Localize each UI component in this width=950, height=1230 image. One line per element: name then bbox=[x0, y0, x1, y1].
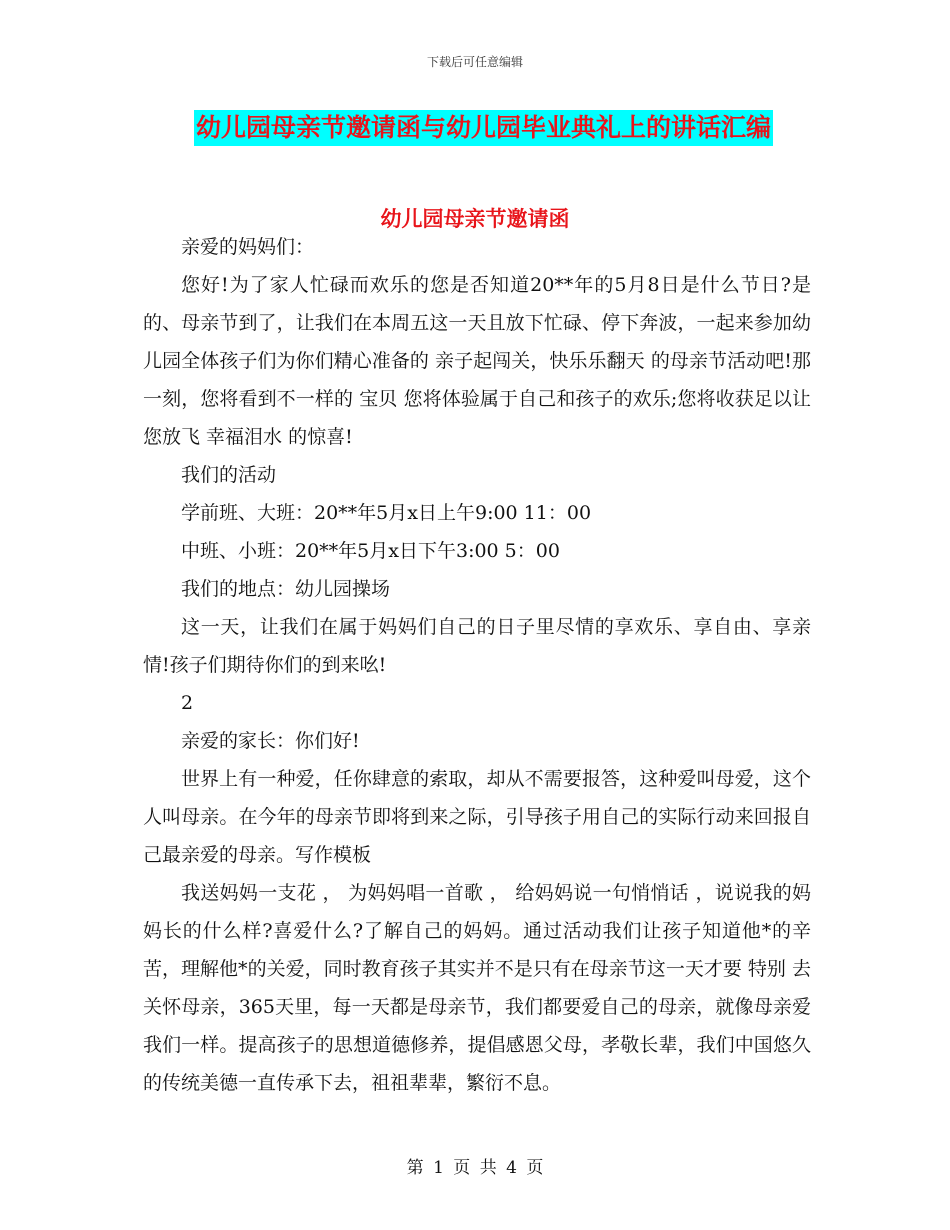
mother-love-paragraph: 世界上有一种爱，任你肆意的索取，却从不需要报答，这种爱叫母爱，这个人叫母亲。在今年的母亲节即将到来之际，引导孩子用自己的实际行动来回报自己最亲爱的母亲。写作模板 bbox=[143, 768, 811, 866]
document-body bbox=[143, 228, 811, 1102]
document-title: 幼儿园母亲节邀请函与幼儿园毕业典礼上的讲话汇编 bbox=[194, 110, 773, 146]
salutation-mothers: 亲爱的妈妈们： bbox=[181, 236, 315, 258]
header-note: 下载后可任意编辑 bbox=[426, 55, 523, 69]
schedule-junior-classes: 中班、小班：20**年5月x日下午3:00 5：00 bbox=[181, 540, 560, 562]
activity-description-paragraph: 我送妈妈一支花 ， 为妈妈唱一首歌 ， 给妈妈说一句悄悄话 ，说说我的妈妈长的什么样?喜爱什么?了解自己的妈妈。通过活动我们让孩子知道他*的辛苦，理解他*的关爱，同时教育孩子其实并不是只有在母亲节这一天才要 特别 去关怀母亲，365天里，每一天都是母亲节，我们都要爱自己的母亲，就像母亲爱我们一样。提高孩子的思想道德修养，提倡感恩父母，孝敬长辈，我们中国悠久的传统美德一直传承下去，祖祖辈辈，繁衍不息。 bbox=[143, 882, 811, 1094]
schedule-senior-classes: 学前班、大班：20**年5月x日上午9:00 11：00 bbox=[181, 502, 592, 524]
activity-location: 我们的地点：幼儿园操场 bbox=[181, 578, 391, 600]
page-footer: 第 1 页 共 4 页 bbox=[406, 1158, 544, 1178]
invitation-paragraph: 您好!为了家人忙碌而欢乐的您是否知道20**年的5月8日是什么节日?是的、母亲节到了，让我们在本周五这一天且放下忙碌、停下奔波，一起来参加幼儿园全体孩子们为你们精心准备的 亲子起闯关，快乐乐翻天 的母亲节活动吧!那一刻，您将看到不一样的 宝贝 您将体验属于自己和孩子的欢乐;您将收获足以让您放飞 幸福泪水 的惊喜! bbox=[143, 274, 811, 448]
salutation-parents: 亲爱的家长：你们好! bbox=[181, 730, 360, 752]
activity-heading: 我们的活动 bbox=[181, 464, 277, 486]
section-title: 幼儿园母亲节邀请函 bbox=[380, 207, 570, 231]
closing-paragraph: 这一天，让我们在属于妈妈们自己的日子里尽情的享欢乐、享自由、享亲情!孩子们期待你们的到来吆! bbox=[143, 616, 811, 676]
section-number: 2 bbox=[181, 692, 194, 714]
